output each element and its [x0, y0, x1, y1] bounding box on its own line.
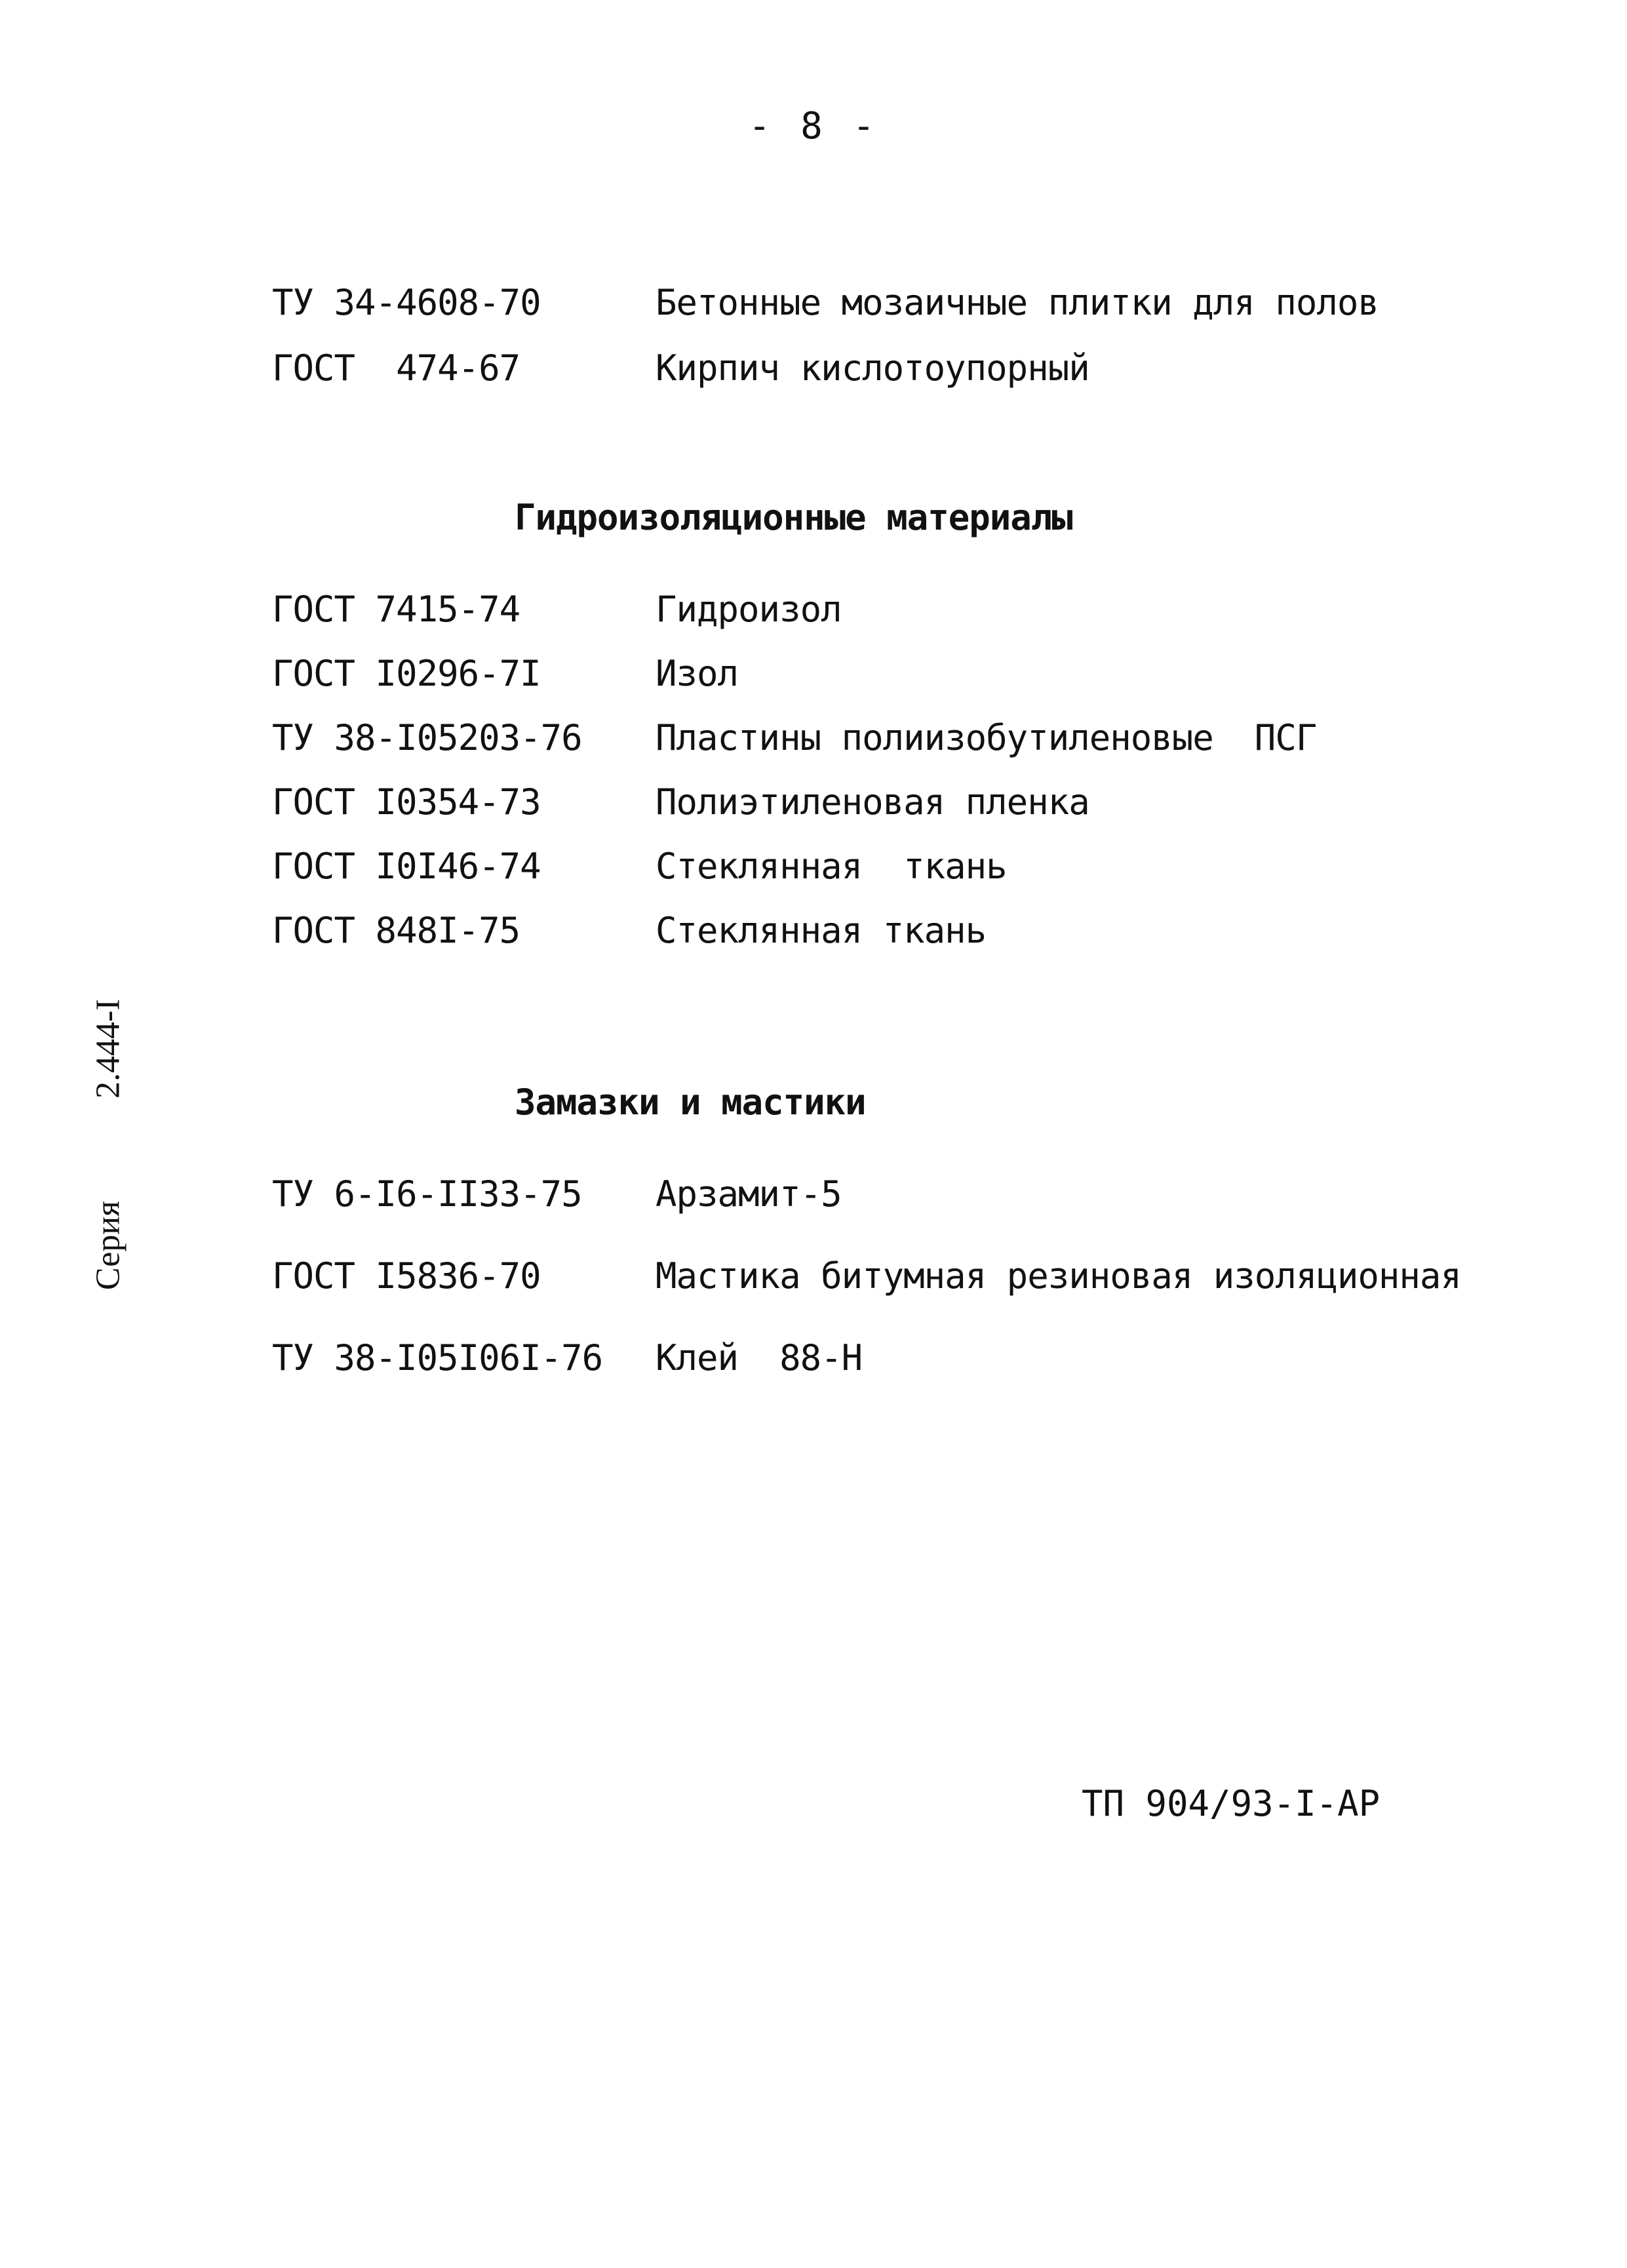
standard-code: ТУ 38-I05I06I-76: [272, 1337, 603, 1378]
list-item: [272, 1337, 1518, 1419]
material-name: Бетонные мозаичные плитки для полов: [656, 282, 1379, 323]
series-value: 2.444-I: [89, 999, 127, 1099]
standard-code: ТУ 38-I05203-76: [272, 717, 582, 758]
section-heading-putties: Замазки и мастики: [515, 1082, 866, 1123]
material-name: Изол: [656, 653, 739, 694]
material-name: Пластины полиизобутиленовые ПСГ: [656, 717, 1317, 758]
standard-code: ТУ 34-4608-70: [272, 282, 541, 323]
top-standards-list: [272, 282, 1518, 413]
series-label: Серия: [89, 1200, 127, 1291]
list-item: [272, 910, 1518, 974]
material-name: Полиэтиленовая пленка: [656, 781, 1089, 823]
waterproofing-standards-list: [272, 589, 1518, 974]
section-heading-waterproofing: Гидроизоляционные материалы: [515, 497, 1072, 538]
standard-code: ГОСТ I0I46-74: [272, 846, 541, 887]
material-name: Стеклянная ткань: [656, 910, 987, 951]
list-item: [272, 282, 1518, 347]
standard-code: ГОСТ 474-67: [272, 347, 520, 389]
material-name: Арзамит-5: [656, 1173, 842, 1215]
list-item: [272, 846, 1518, 910]
standard-code: ГОСТ 7415-74: [272, 589, 520, 630]
list-item: [272, 653, 1518, 717]
list-item: [272, 347, 1518, 413]
standard-code: ГОСТ I0296-7I: [272, 653, 541, 694]
material-name: Клей 88-Н: [656, 1337, 863, 1378]
putty-standards-list: [272, 1173, 1518, 1419]
page-number: - 8 -: [748, 105, 879, 147]
document-code: ТП 904/93-I-АР: [1082, 1783, 1381, 1824]
list-item: [272, 717, 1518, 781]
material-name: Гидроизол: [656, 589, 842, 630]
standard-code: ГОСТ I5836-70: [272, 1255, 541, 1297]
material-name: Стеклянная ткань: [656, 846, 1007, 887]
standard-code: ГОСТ 848I-75: [272, 910, 520, 951]
standard-code: ТУ 6-I6-II33-75: [272, 1173, 582, 1215]
list-item: [272, 589, 1518, 653]
series-stamp: [79, 977, 138, 1311]
standard-code: ГОСТ I0354-73: [272, 781, 541, 823]
material-name: Кирпич кислотоупорный: [656, 347, 1089, 389]
list-item: [272, 1255, 1518, 1337]
list-item: [272, 781, 1518, 846]
list-item: [272, 1173, 1518, 1255]
material-name: Мастика битумная резиновая изоляционная: [656, 1255, 1461, 1297]
